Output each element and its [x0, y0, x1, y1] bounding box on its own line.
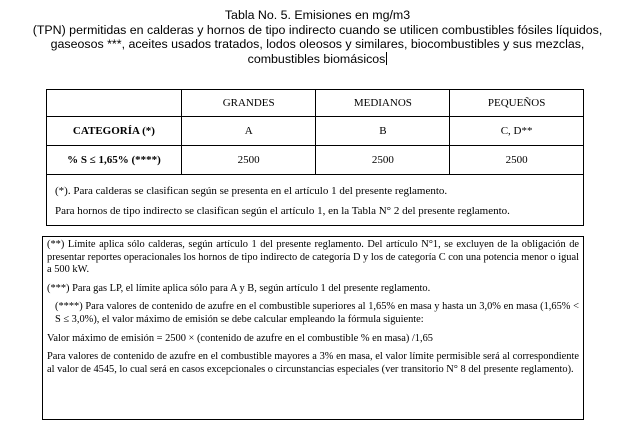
- row-label: CATEGORÍA (*): [47, 117, 182, 146]
- table-header-row: [47, 90, 584, 117]
- text-cursor: [386, 52, 387, 65]
- header-cell: GRANDES: [181, 90, 316, 117]
- table-cell: C, D**: [450, 117, 584, 146]
- title-line-4: combustibles biomásicos: [247, 51, 386, 66]
- header-cell: [47, 90, 182, 117]
- title-line-2: (TPN) permitidas en calderas y hornos de tipo indirecto cuando se utilicen combustibles fósiles líquidos,: [32, 22, 603, 37]
- emissions-table: [46, 89, 584, 226]
- emission-formula: Valor máximo de emisión = 2500 × (contenido de azufre en el combustible % en masa) /1,65: [47, 332, 433, 344]
- table-cell: B: [316, 117, 450, 146]
- footnote-high-sulfur: Para valores de contenido de azufre en el combustible mayores a 3% en masa, el valor límite permisible será al correspondiente al valor de 4545, lo cual será en casos excepcionales o circunstancias especiales (ver transitorio N° 8 del presente reglamento).: [47, 351, 579, 375]
- document-title: [0, 8, 635, 66]
- table-note: [47, 175, 584, 226]
- footnotes-box: [42, 236, 584, 420]
- table-cell: 2500: [450, 146, 584, 175]
- title-line-1: Tabla No. 5. Emisiones en mg/m3: [224, 8, 411, 22]
- title-line-3: gaseosos ***, aceites usados tratados, lodos oleosos y similares, biocombustibles y sus mezclas,: [50, 37, 585, 52]
- table-note-row: [47, 175, 584, 226]
- table-cell: 2500: [181, 146, 316, 175]
- header-cell: MEDIANOS: [316, 90, 450, 117]
- footnote-triple-asterisk: (***) Para gas LP, el límite aplica sólo para A y B, según artículo 1 del presente reglamento.: [47, 282, 431, 294]
- note-line-1: (*). Para calderas se clasifican según se presenta en el artículo 1 del presente reglamento.: [55, 185, 448, 197]
- table-row: [47, 146, 584, 175]
- note-line-2: Para hornos de tipo indirecto se clasifican según el artículo 1, en la Tabla N° 2 del presente reglamento.: [55, 205, 510, 217]
- header-cell: PEQUEÑOS: [450, 90, 584, 117]
- footnote-double-asterisk: (**) Límite aplica sólo calderas, según artículo 1 del presente reglamento. Del artículo N°1, se excluyen de la obligación de presentar reportes operacionales los hornos de tipo indirecto de categoría D y los de categoría C con una potencia menor o igual a 500 kW.: [47, 239, 579, 276]
- table-cell: A: [181, 117, 316, 146]
- table-row: [47, 117, 584, 146]
- table-cell: 2500: [316, 146, 450, 175]
- row-label: % S ≤ 1,65% (****): [47, 146, 182, 175]
- footnote-quad-asterisk: (****) Para valores de contenido de azufre en el combustible superiores al 1,65% en masa y hasta un 3,0% en masa (1,65% < S ≤ 3,0%), el valor máximo de emisión se debe calcular empleando la fórmula siguiente:: [55, 301, 579, 325]
